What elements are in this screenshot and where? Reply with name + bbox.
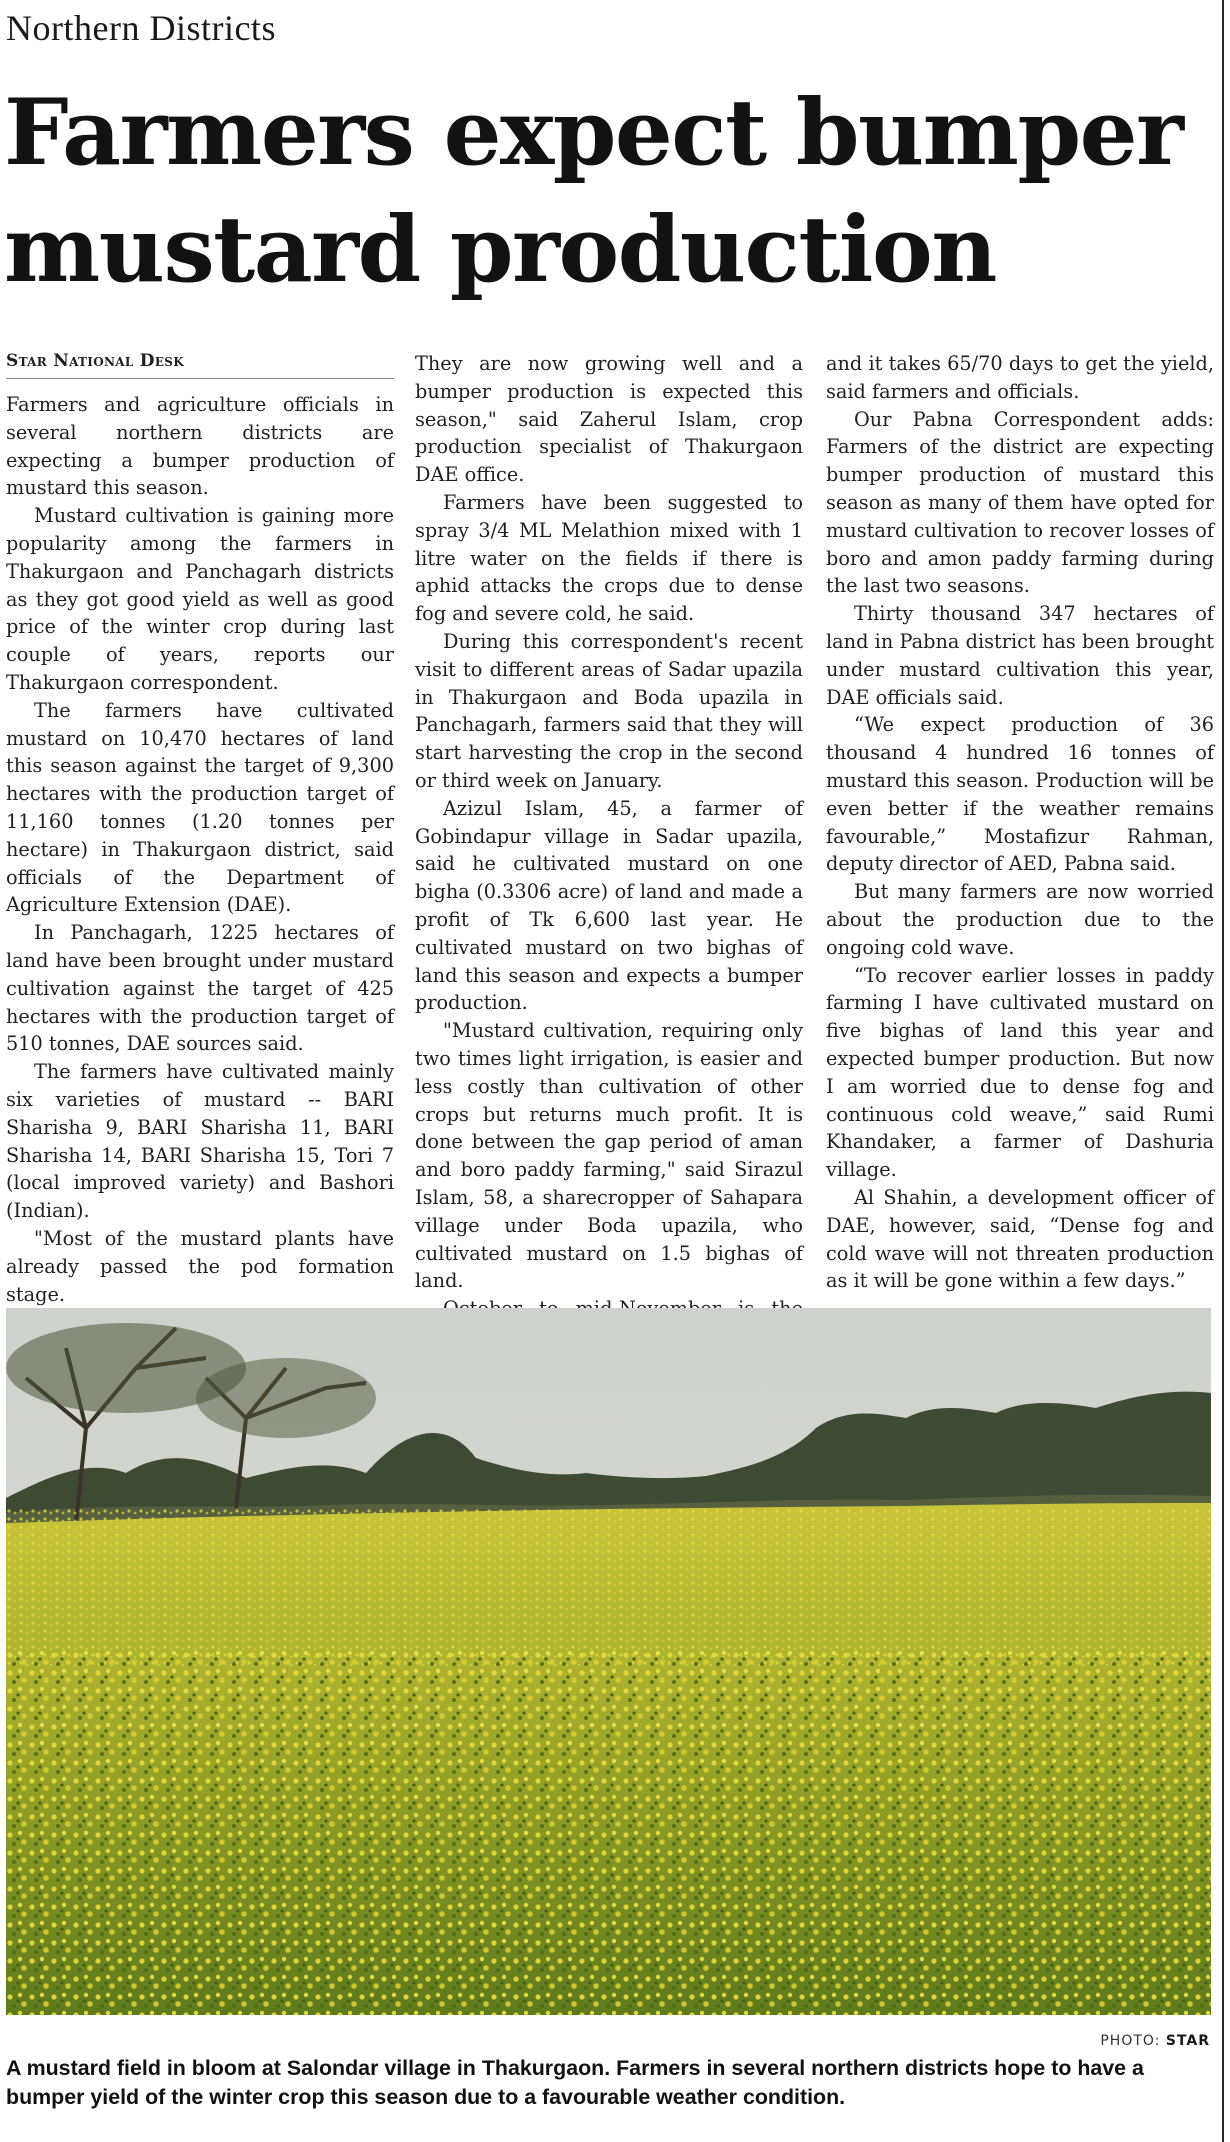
paragraph: Farmers and agriculture officials in several northern districts are expecting a bumper production of mustard this season. xyxy=(6,393,394,500)
mustard-field-photo xyxy=(6,1308,1211,2015)
photo-caption: A mustard field in bloom at Salondar village in Thakurgaon. Farmers in several northern districts hope to have a bumper yield of the winter crop this season due to a favourable weather condition. xyxy=(6,2056,1144,2109)
photo-credit-source: STAR xyxy=(1165,2033,1210,2049)
article-column-3 xyxy=(826,350,1214,1295)
headline: Farmers expect bumper mustard production xyxy=(4,80,1183,303)
photo-credit-label: PHOTO: xyxy=(1100,2033,1161,2049)
section-label: Northern Districts xyxy=(6,8,276,48)
paragraph: The farmers have cultivated mustard on 10,470 hectares of land this season against the target of 9,300 hectares with the production target of 11,160 tonnes (1.20 tonnes per hectare) in Thakurgaon district, said officials of the Department of Agriculture Extension (DAE). xyxy=(6,698,394,917)
page-edge-rule xyxy=(1222,0,1224,2142)
paragraph: Farmers have been suggested to spray 3/4 ML Melathion mixed with 1 litre water on the fields if there is aphid attacks the crops due to dense fog and severe cold, he said. xyxy=(415,490,803,626)
paragraph: Mustard cultivation is gaining more popularity among the farmers in Thakurgaon and Panchagarh districts as they got good yield as well as good price of the winter crop during last couple of years, reports our Thakurgaon correspondent. xyxy=(6,504,394,694)
paragraph: and it takes 65/70 days to get the yield, said farmers and officials. xyxy=(826,352,1214,403)
article-column-1 xyxy=(6,350,394,1308)
paragraph: “We expect production of 36 thousand 4 hundred 16 tonnes of mustard this season. Production will be even better if the weather remains favourable,” Mostafizur Rahman, deputy director of AED, Pabna said. xyxy=(826,713,1214,876)
article-column-2 xyxy=(415,350,803,1351)
paragraph: "Most of the mustard plants have already passed the pod formation stage. xyxy=(6,1226,394,1306)
paragraph: They are now growing well and a bumper production is expected this season," said Zaherul Islam, crop production specialist of Thakurgaon DAE office. xyxy=(415,352,803,487)
paragraph: Al Shahin, a development officer of DAE, however, said, “Dense fog and cold wave will not threaten production as it will be gone within a few days.” xyxy=(826,1185,1214,1293)
paragraph: “To recover earlier losses in paddy farming I have cultivated mustard on five bighas of land this year and expected bumper production. But now I am worried due to dense fog and continuous cold weave,” said Rumi Khandaker, a farmer of Dashuria village. xyxy=(826,963,1214,1182)
paragraph: But many farmers are now worried about the production due to the ongoing cold wave. xyxy=(826,880,1214,959)
paragraph: Azizul Islam, 45, a farmer of Gobindapur village in Sadar upazila, said he cultivated mustard on one bigha (0.3306 acre) of land and made a profit of Tk 6,600 last year. He cultivated mustard on two bighas of land this season and expects a bumper production. xyxy=(415,796,803,1015)
paragraph: The farmers have cultivated mainly six varieties of mustard -- BARI Sharisha 9, BARI Sharisha 11, BARI Sharisha 14, BARI Sharisha 15, Tori 7 (local improved variety) and Bashori (Indian). xyxy=(6,1060,394,1223)
paragraph: Our Pabna Correspondent adds: Farmers of the district are expecting bumper production of mustard this season as many of them have opted for mustard cultivation to recover losses of boro and amon paddy farming during the last two seasons. xyxy=(826,407,1214,598)
paragraph: Thirty thousand 347 hectares of land in Pabna district has been brought under mustard cultivation this year, DAE officials said. xyxy=(826,602,1214,709)
photo-credit xyxy=(1100,2033,1210,2049)
paragraph: In Panchagarh, 1225 hectares of land have been brought under mustard cultivation against the target of 425 hectares with the production target of 510 tonnes, DAE sources said. xyxy=(6,921,394,1056)
byline: Star National Desk xyxy=(6,350,394,379)
paragraph: During this correspondent's recent visit to different areas of Sadar upazila in Thakurgaon and Boda upazila in Panchagarh, farmers said that they will start harvesting the crop in the second or third week on January. xyxy=(415,629,803,792)
paragraph: "Mustard cultivation, requiring only two times light irrigation, is easier and less costly than cultivation of other crops but returns much profit. It is done between the gap period of aman and boro paddy farming," said Sirazul Islam, 58, a sharecropper of Sahapara village under Boda upazila, who cultivated mustard on 1.5 bighas of land. xyxy=(415,1019,803,1293)
